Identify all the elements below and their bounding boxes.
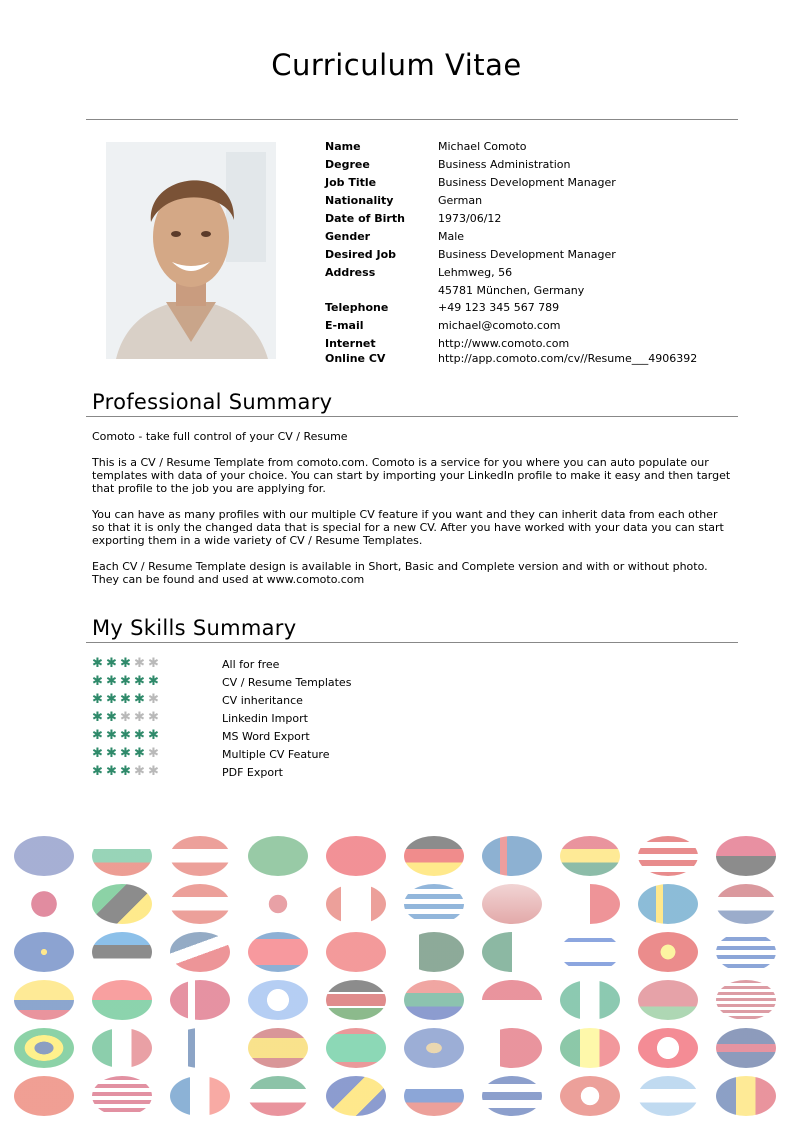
star-filled-icon: ✱ bbox=[120, 746, 131, 761]
algeria-flag-icon bbox=[482, 932, 542, 972]
bosnia-flag-icon bbox=[326, 1076, 386, 1116]
skill-row bbox=[92, 711, 492, 729]
skill-rating bbox=[92, 675, 162, 689]
switzerland-flag-icon bbox=[560, 1076, 620, 1116]
info-label: Telephone bbox=[325, 301, 389, 314]
ghana-flag-icon bbox=[560, 836, 620, 876]
info-value: http://app.comoto.com/cv//Resume___4906392 bbox=[438, 352, 698, 365]
macedonia-flag-icon bbox=[638, 932, 698, 972]
star-filled-icon: ✱ bbox=[106, 746, 117, 761]
skill-label: CV inheritance bbox=[222, 694, 303, 707]
star-filled-icon: ✱ bbox=[92, 692, 103, 707]
liberia-flag-icon bbox=[92, 1076, 152, 1116]
info-label: Internet bbox=[325, 337, 376, 350]
skill-row bbox=[92, 693, 492, 711]
pakistan-flag-icon bbox=[404, 932, 464, 972]
title-divider bbox=[86, 119, 738, 120]
summary-paragraph: Comoto - take full control of your CV / Resume bbox=[92, 430, 348, 443]
malaysia-flag-icon bbox=[638, 836, 698, 876]
kuwait-flag-icon bbox=[248, 1076, 308, 1116]
star-filled-icon: ✱ bbox=[92, 710, 103, 725]
skill-rating bbox=[92, 657, 162, 671]
star-filled-icon: ✱ bbox=[106, 674, 117, 689]
star-filled-icon: ✱ bbox=[106, 710, 117, 725]
star-empty-icon: ✱ bbox=[148, 656, 159, 671]
albania-flag-icon bbox=[326, 932, 386, 972]
info-label: Date of Birth bbox=[325, 212, 405, 225]
cuba-flag-icon bbox=[482, 1076, 542, 1116]
united-kingdom-flag-icon bbox=[716, 1028, 776, 1068]
skill-label: Multiple CV Feature bbox=[222, 748, 330, 761]
star-empty-icon: ✱ bbox=[148, 746, 159, 761]
romania-flag-icon bbox=[716, 1076, 776, 1116]
south-korea-flag-icon bbox=[248, 884, 308, 924]
skill-label: All for free bbox=[222, 658, 280, 671]
france-flag-icon bbox=[170, 1076, 230, 1116]
star-filled-icon: ✱ bbox=[120, 674, 131, 689]
burkina-faso-flag-icon bbox=[92, 980, 152, 1020]
united-nations-flag-icon bbox=[248, 980, 308, 1020]
info-label: E-mail bbox=[325, 319, 364, 332]
skills-summary-heading: My Skills Summary bbox=[92, 616, 297, 640]
star-filled-icon: ✱ bbox=[106, 728, 117, 743]
skill-row bbox=[92, 765, 492, 783]
star-filled-icon: ✱ bbox=[92, 656, 103, 671]
info-value: Male bbox=[438, 230, 465, 243]
summary-paragraph: You can have as many profiles with our multiple CV feature if you want and they can inherit data from each other so that it is only the changed data that is special for a new CV. After you have worked with your data you can start exporting them in a wide variety of CV / Resume Templates. bbox=[92, 508, 724, 547]
estonia-flag-icon bbox=[92, 932, 152, 972]
info-value: Business Development Manager bbox=[438, 176, 616, 189]
russia-flag-icon bbox=[404, 1076, 464, 1116]
italy-flag-icon bbox=[92, 1028, 152, 1068]
page-title: Curriculum Vitae bbox=[271, 48, 522, 82]
israel-flag-icon bbox=[560, 932, 620, 972]
denmark-flag-icon bbox=[170, 980, 230, 1020]
star-empty-icon: ✱ bbox=[148, 692, 159, 707]
skill-label: PDF Export bbox=[222, 766, 283, 779]
austria-flag-icon bbox=[170, 884, 230, 924]
star-filled-icon: ✱ bbox=[148, 728, 159, 743]
georgia-flag-icon bbox=[482, 884, 542, 924]
info-value: 45781 München, Germany bbox=[438, 284, 585, 297]
south-africa-flag-icon bbox=[404, 980, 464, 1020]
senegal-flag-icon bbox=[560, 1028, 620, 1068]
turkey-flag-icon bbox=[326, 836, 386, 876]
professional-summary-heading: Professional Summary bbox=[92, 390, 333, 414]
info-value: michael@comoto.com bbox=[438, 319, 561, 332]
flags-decoration bbox=[14, 836, 784, 1126]
saudi-arabia-flag-icon bbox=[248, 836, 308, 876]
greece-flag-icon bbox=[404, 884, 464, 924]
indonesia-flag-icon bbox=[482, 980, 542, 1020]
star-filled-icon: ✱ bbox=[120, 656, 131, 671]
japan-flag-icon bbox=[14, 884, 74, 924]
star-filled-icon: ✱ bbox=[106, 764, 117, 779]
star-filled-icon: ✱ bbox=[134, 692, 145, 707]
colombia-flag-icon bbox=[14, 980, 74, 1020]
star-empty-icon: ✱ bbox=[134, 656, 145, 671]
star-filled-icon: ✱ bbox=[106, 656, 117, 671]
nigeria-flag-icon bbox=[560, 980, 620, 1020]
belarus-flag-icon bbox=[638, 980, 698, 1020]
north-korea-flag-icon bbox=[248, 932, 308, 972]
skill-rating bbox=[92, 693, 162, 707]
star-filled-icon: ✱ bbox=[134, 674, 145, 689]
star-filled-icon: ✱ bbox=[148, 674, 159, 689]
star-filled-icon: ✱ bbox=[92, 746, 103, 761]
info-label: Degree bbox=[325, 158, 370, 171]
netherlands-flag-icon bbox=[716, 884, 776, 924]
info-value: Business Administration bbox=[438, 158, 571, 171]
austria-flag-icon bbox=[170, 836, 230, 876]
star-filled-icon: ✱ bbox=[134, 746, 145, 761]
mauritania-flag-icon bbox=[326, 1028, 386, 1068]
brazil-flag-icon bbox=[14, 1028, 74, 1068]
info-label: Address bbox=[325, 266, 376, 279]
info-label: Job Title bbox=[325, 176, 377, 189]
star-filled-icon: ✱ bbox=[120, 764, 131, 779]
skill-row bbox=[92, 729, 492, 747]
angola-flag-icon bbox=[716, 836, 776, 876]
skill-label: Linkedin Import bbox=[222, 712, 308, 725]
bahrain-flag-icon bbox=[482, 1028, 542, 1068]
info-value: German bbox=[438, 194, 483, 207]
summary-paragraph: Each CV / Resume Template design is available in Short, Basic and Complete version and with or without photo. They can be found and used at www.comoto.com bbox=[92, 560, 708, 586]
star-filled-icon: ✱ bbox=[120, 692, 131, 707]
star-filled-icon: ✱ bbox=[120, 728, 131, 743]
spain-flag-icon bbox=[248, 1028, 308, 1068]
skill-rating bbox=[92, 747, 162, 761]
australia-flag-icon bbox=[14, 836, 74, 876]
skill-row bbox=[92, 747, 492, 765]
star-empty-icon: ✱ bbox=[134, 710, 145, 725]
professional-summary-divider bbox=[86, 416, 738, 417]
info-value: http://www.comoto.com bbox=[438, 337, 570, 350]
skill-rating bbox=[92, 729, 162, 743]
canada-flag-icon bbox=[326, 884, 386, 924]
germany-flag-icon bbox=[404, 836, 464, 876]
star-filled-icon: ✱ bbox=[92, 674, 103, 689]
skill-row bbox=[92, 657, 492, 675]
profile-photo bbox=[106, 142, 276, 359]
jamaica-flag-icon bbox=[92, 884, 152, 924]
star-filled-icon: ✱ bbox=[134, 728, 145, 743]
info-value: Business Development Manager bbox=[438, 248, 616, 261]
summary-paragraph: This is a CV / Resume Template from comoto.com. Comoto is a service for you where you can auto populate our templates with data of your choice. You can start by importing your LinkedIn profile to make it easy and then target that profile to the job you are applying for. bbox=[92, 456, 731, 495]
bulgaria-flag-icon bbox=[92, 836, 152, 876]
finland-flag-icon bbox=[170, 1028, 230, 1068]
argentina-flag-icon bbox=[638, 1076, 698, 1116]
star-empty-icon: ✱ bbox=[120, 710, 131, 725]
usa-flag-icon bbox=[716, 980, 776, 1020]
star-filled-icon: ✱ bbox=[92, 764, 103, 779]
professional-summary-text bbox=[92, 430, 732, 599]
skill-row bbox=[92, 675, 492, 693]
european-union-flag-icon bbox=[14, 932, 74, 972]
info-value: Michael Comoto bbox=[438, 140, 527, 153]
star-empty-icon: ✱ bbox=[148, 710, 159, 725]
kosovo-flag-icon bbox=[404, 1028, 464, 1068]
skills-summary-divider bbox=[86, 642, 738, 643]
info-label: Gender bbox=[325, 230, 371, 243]
uruguay-flag-icon bbox=[716, 932, 776, 972]
czech-republic-flag-icon bbox=[170, 932, 230, 972]
skill-rating bbox=[92, 711, 162, 725]
china-flag-icon bbox=[14, 1076, 74, 1116]
star-empty-icon: ✱ bbox=[134, 764, 145, 779]
info-value: +49 123 345 567 789 bbox=[438, 301, 560, 314]
info-label: Online CV bbox=[325, 352, 386, 365]
iceland-flag-icon bbox=[482, 836, 542, 876]
kenya-flag-icon bbox=[326, 980, 386, 1020]
info-label: Nationality bbox=[325, 194, 394, 207]
info-label: Name bbox=[325, 140, 361, 153]
info-value: 1973/06/12 bbox=[438, 212, 502, 225]
skill-label: MS Word Export bbox=[222, 730, 310, 743]
skill-label: CV / Resume Templates bbox=[222, 676, 352, 689]
skill-rating bbox=[92, 765, 162, 779]
panama-flag-icon bbox=[560, 884, 620, 924]
info-value: Lehmweg, 56 bbox=[438, 266, 513, 279]
star-filled-icon: ✱ bbox=[106, 692, 117, 707]
tunisia-flag-icon bbox=[638, 1028, 698, 1068]
star-empty-icon: ✱ bbox=[148, 764, 159, 779]
info-label: Desired Job bbox=[325, 248, 397, 261]
sweden-flag-icon bbox=[638, 884, 698, 924]
star-filled-icon: ✱ bbox=[92, 728, 103, 743]
